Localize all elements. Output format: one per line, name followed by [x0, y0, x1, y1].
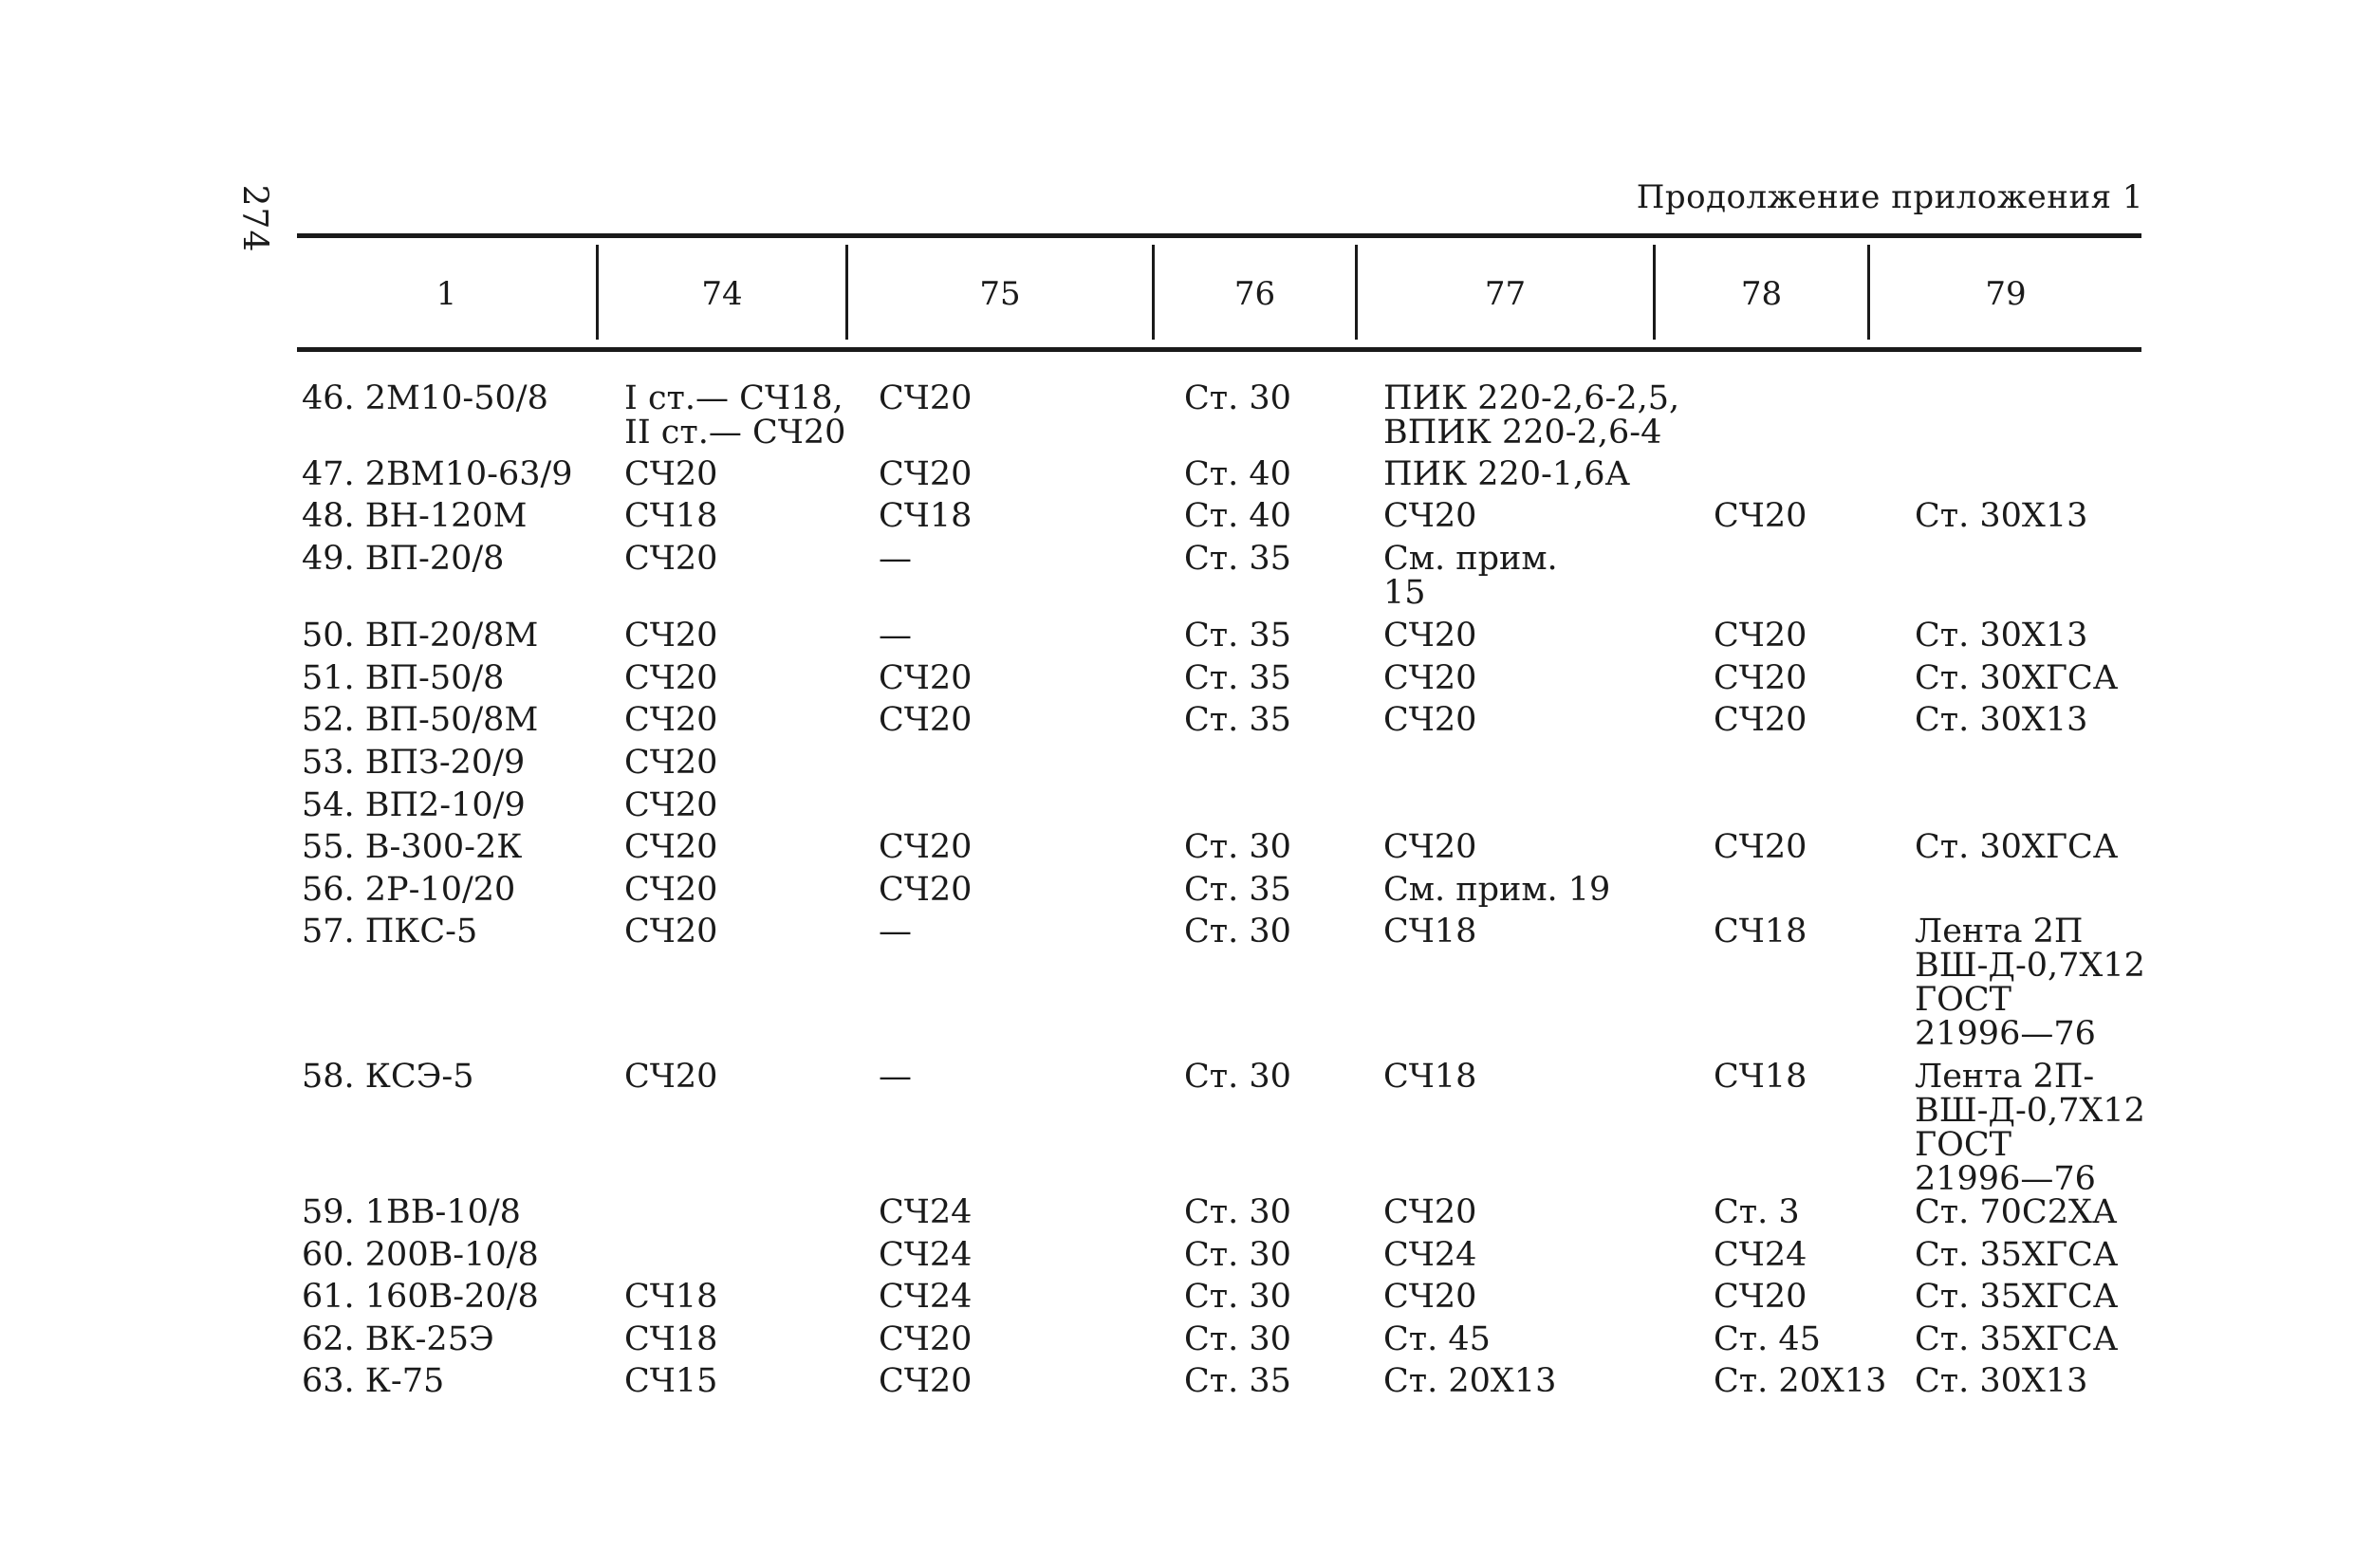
table-row — [0, 1058, 2354, 1198]
table-cell: СЧ20 — [1383, 497, 1477, 535]
table-cell: СЧ20 — [624, 659, 718, 697]
table-cell: СЧ20 — [1383, 617, 1477, 655]
table-cell: Ст. 45 — [1383, 1320, 1491, 1358]
table-cell: Ст. 35 — [1184, 1362, 1291, 1400]
table-row — [0, 457, 2354, 499]
table-cell: СЧ18 — [624, 497, 718, 535]
table-cell: СЧ20 — [879, 871, 973, 909]
row-label: 50. ВП-20/8М — [302, 617, 539, 655]
table-cell: СЧ18 — [624, 1278, 718, 1316]
row-label: 61. 160В-20/8 — [302, 1278, 539, 1316]
table-cell: Ст. 35ХГСА — [1915, 1236, 2119, 1274]
row-label: 59. 1ВВ-10/8 — [302, 1193, 521, 1231]
table-row — [0, 1195, 2354, 1238]
table-cell: СЧ18 — [1383, 913, 1477, 950]
table-cell: Ст. 30ХГСА — [1915, 828, 2119, 866]
table-row — [0, 788, 2354, 830]
table-cell: СЧ20 — [624, 455, 718, 493]
table-cell: СЧ20 — [879, 1320, 973, 1358]
column-header: 75 — [979, 275, 1021, 313]
table-cell: СЧ20 — [1714, 1278, 1807, 1316]
row-label: 51. ВП-50/8 — [302, 659, 505, 697]
table-cell: Ст. 30Х13 — [1915, 1362, 2088, 1400]
row-label: 56. 2Р-10/20 — [302, 871, 516, 909]
table-cell: Ст. 30 — [1184, 1058, 1291, 1096]
table-cell: Ст. 30Х13 — [1915, 497, 2088, 535]
table-cell: Ст. 3 — [1714, 1193, 1800, 1231]
table-cell: СЧ20 — [624, 786, 718, 824]
table-row — [0, 618, 2354, 661]
table-cell: Ст. 30 — [1184, 913, 1291, 950]
column-header: 74 — [701, 275, 743, 313]
table-cell: Ст. 70С2ХА — [1915, 1193, 2118, 1231]
row-label: 55. В-300-2К — [302, 828, 523, 866]
row-label: 47. 2ВМ10-63/9 — [302, 455, 573, 493]
table-row — [0, 830, 2354, 873]
table-cell: СЧ20 — [624, 540, 718, 578]
table-cell: СЧ20 — [879, 1362, 973, 1400]
table-cell: СЧ24 — [879, 1193, 973, 1231]
table-row — [0, 1322, 2354, 1364]
row-label: 53. ВПЗ-20/9 — [302, 744, 526, 782]
table-cell: Ст. 35 — [1184, 617, 1291, 655]
column-header: 79 — [1985, 275, 2027, 313]
table-cell: Ст. 45 — [1714, 1320, 1821, 1358]
table-cell: Лента 2П- ВШ-Д-0,7Х12 ГОСТ 21996—76 — [1915, 1058, 2145, 1198]
table-cell: Ст. 40 — [1184, 497, 1291, 535]
table-cell: СЧ20 — [624, 828, 718, 866]
table-cell: Ст. 20Х13 — [1383, 1362, 1557, 1400]
table-cell: Ст. 35 — [1184, 871, 1291, 909]
column-header: 76 — [1233, 275, 1276, 313]
table-cell: Ст. 35 — [1184, 659, 1291, 697]
table-cell: СЧ20 — [1714, 659, 1807, 697]
table-cell: СЧ20 — [1714, 701, 1807, 739]
table-cell: СЧ20 — [1383, 1278, 1477, 1316]
table-row — [0, 499, 2354, 542]
table-header-rule — [297, 347, 2141, 352]
table-cell: Ст. 30 — [1184, 828, 1291, 866]
row-label: 63. К-75 — [302, 1362, 445, 1400]
table-row — [0, 746, 2354, 788]
table-row — [0, 1364, 2354, 1406]
table-cell: — — [879, 1058, 912, 1096]
table-cell: СЧ24 — [1714, 1236, 1807, 1274]
table-cell: СЧ20 — [879, 455, 973, 493]
table-cell: СЧ24 — [879, 1278, 973, 1316]
table-cell: СЧ20 — [624, 871, 718, 909]
table-cell: СЧ20 — [879, 828, 973, 866]
row-label: 54. ВП2-10/9 — [302, 786, 526, 824]
row-label: 48. ВН-120М — [302, 497, 528, 535]
table-cell: СЧ20 — [624, 1058, 718, 1096]
table-cell: СЧ24 — [879, 1236, 973, 1274]
table-cell: СЧ20 — [879, 659, 973, 697]
table-cell: СЧ20 — [879, 701, 973, 739]
table-cell: СЧ20 — [1383, 659, 1477, 697]
row-label: 49. ВП-20/8 — [302, 540, 505, 578]
table-cell: СЧ18 — [1383, 1058, 1477, 1096]
row-label: 52. ВП-50/8М — [302, 701, 539, 739]
table-cell: СЧ20 — [624, 913, 718, 950]
table-cell: — — [879, 617, 912, 655]
table-cell: СЧ24 — [1383, 1236, 1477, 1274]
table-cell: См. прим. 19 — [1383, 871, 1611, 909]
table-row — [0, 703, 2354, 746]
table-cell: СЧ20 — [1714, 828, 1807, 866]
table-row — [0, 1238, 2354, 1280]
table-cell: Ст. 35ХГСА — [1915, 1278, 2119, 1316]
row-label: 60. 200В-10/8 — [302, 1236, 539, 1274]
table-cell: I ст.— СЧ18, II ст.— СЧ20 — [624, 379, 846, 452]
page-number: 274 — [234, 184, 274, 253]
table-cell: СЧ20 — [624, 701, 718, 739]
table-cell: Ст. 30ХГСА — [1915, 659, 2119, 697]
table-cell: Лента 2П ВШ-Д-0,7Х12 ГОСТ 21996—76 — [1915, 913, 2145, 1053]
table-cell: СЧ20 — [1714, 617, 1807, 655]
row-label: 58. КСЭ-5 — [302, 1058, 474, 1096]
table-cell: СЧ18 — [624, 1320, 718, 1358]
table-cell: Ст. 30Х13 — [1915, 701, 2088, 739]
table-cell: — — [879, 540, 912, 578]
table-cell: СЧ18 — [879, 497, 973, 535]
table-row — [0, 381, 2354, 457]
table-cell: Ст. 35 — [1184, 701, 1291, 739]
continuation-title: Продолжение приложения 1 — [1636, 178, 2143, 216]
table-cell: Ст. 40 — [1184, 455, 1291, 493]
table-cell: СЧ20 — [1714, 497, 1807, 535]
table-cell: Ст. 30Х13 — [1915, 617, 2088, 655]
table-body — [0, 381, 2354, 1406]
table-cell: СЧ20 — [1383, 701, 1477, 739]
table-cell: Ст. 30 — [1184, 1236, 1291, 1274]
table-row — [0, 873, 2354, 914]
table-cell: СЧ18 — [1714, 1058, 1807, 1096]
table-cell: Ст. 20Х13 — [1714, 1362, 1887, 1400]
table-cell: Ст. 30 — [1184, 379, 1291, 417]
row-label: 62. ВК-25Э — [302, 1320, 494, 1358]
table-cell: СЧ20 — [1383, 828, 1477, 866]
table-cell: СЧ20 — [624, 744, 718, 782]
table-cell: ПИК 220-2,6-2,5, ВПИК 220-2,6-4 — [1383, 379, 1680, 452]
table-cell: Ст. 35 — [1184, 540, 1291, 578]
table-cell: СЧ20 — [624, 617, 718, 655]
table-cell: ПИК 220-1,6А — [1383, 455, 1631, 493]
table-row — [0, 661, 2354, 703]
column-header: 1 — [436, 275, 457, 313]
table-cell: СЧ20 — [879, 379, 973, 417]
row-label: 57. ПКС-5 — [302, 913, 478, 950]
table-row — [0, 542, 2354, 618]
table-top-rule — [297, 233, 2141, 238]
column-header: 78 — [1740, 275, 1783, 313]
table-cell: — — [879, 913, 912, 950]
table-row — [0, 914, 2354, 1060]
table-row — [0, 1280, 2354, 1322]
table-cell: СЧ20 — [1383, 1193, 1477, 1231]
row-label: 46. 2М10-50/8 — [302, 379, 548, 417]
table-cell: Ст. 30 — [1184, 1193, 1291, 1231]
table-cell: СЧ15 — [624, 1362, 718, 1400]
table-cell: СЧ18 — [1714, 913, 1807, 950]
column-header: 77 — [1484, 275, 1527, 313]
table-cell: Ст. 30 — [1184, 1278, 1291, 1316]
table-cell: См. прим. 15 — [1383, 540, 1558, 612]
table-cell: Ст. 35ХГСА — [1915, 1320, 2119, 1358]
table-cell: Ст. 30 — [1184, 1320, 1291, 1358]
